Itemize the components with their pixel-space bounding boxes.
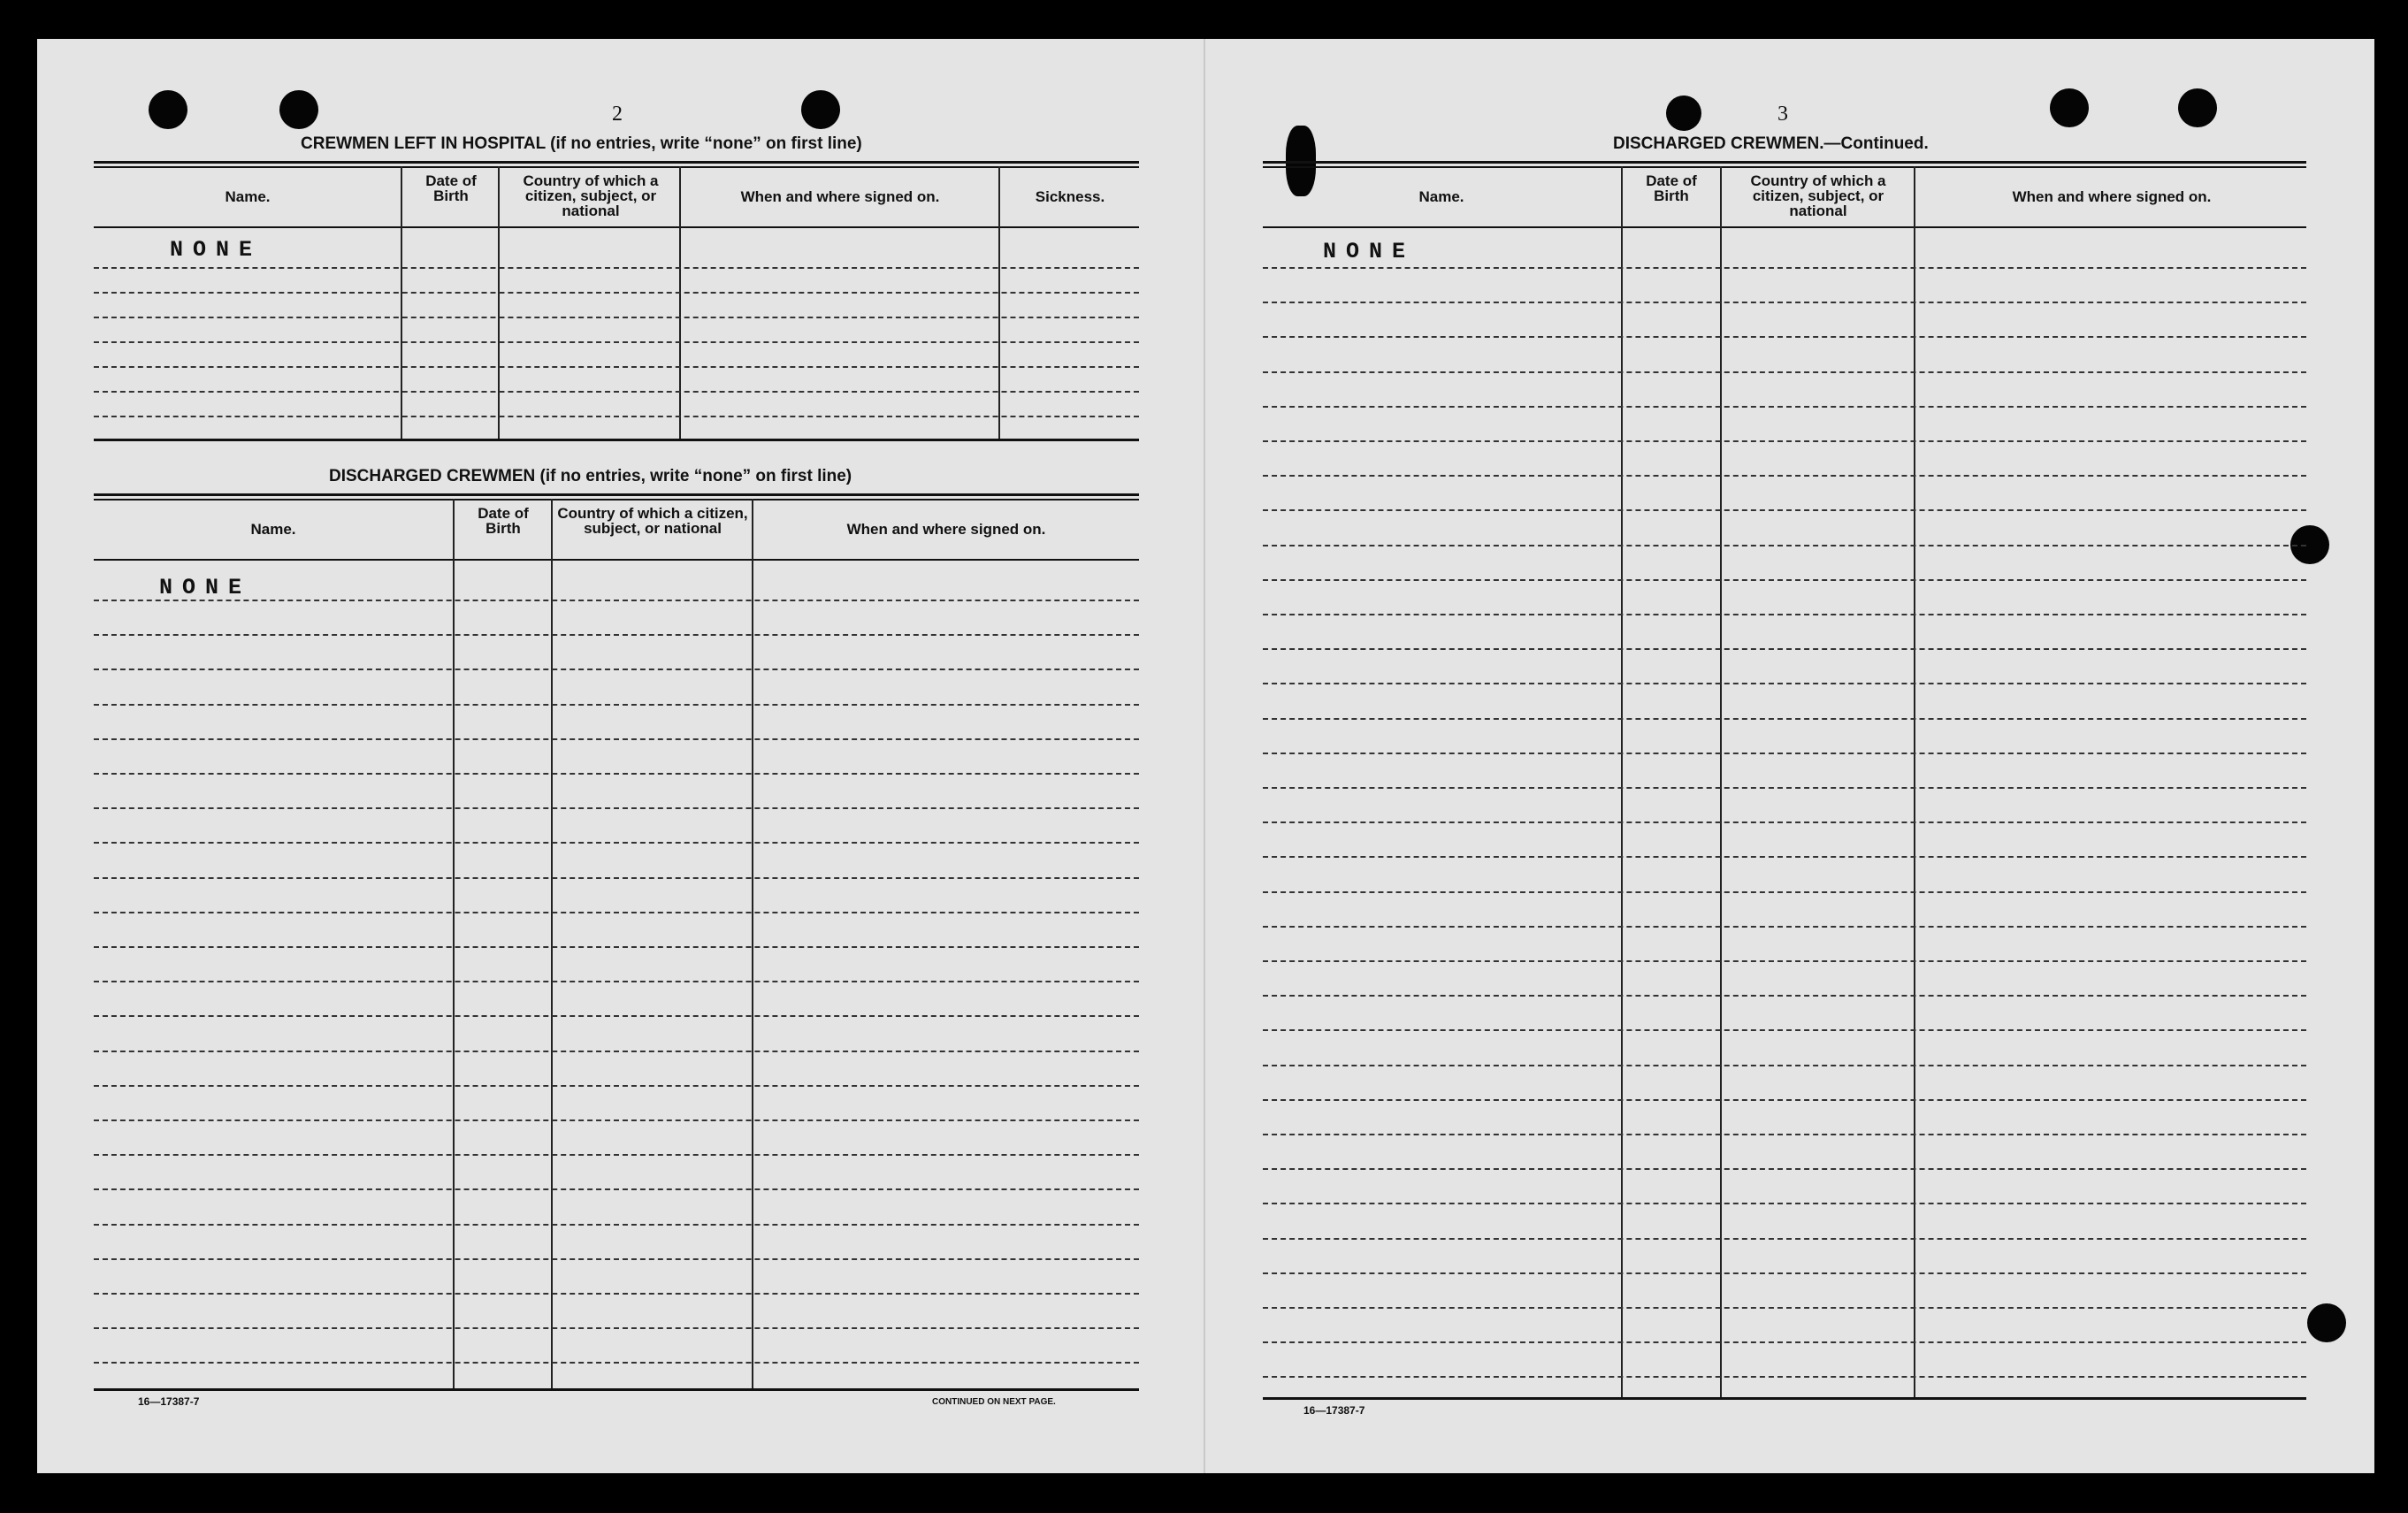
col-divider <box>752 499 753 1388</box>
entry-line <box>1263 1134 2306 1135</box>
rule <box>94 439 1139 441</box>
entry-line <box>94 981 1139 982</box>
entry-line <box>94 738 1139 740</box>
right-page-number: 3 <box>1777 103 1788 126</box>
entry-line <box>1263 1238 2306 1240</box>
entry-line <box>94 704 1139 706</box>
entry-line <box>1263 926 2306 928</box>
entry-line <box>94 600 1139 601</box>
entry-line <box>94 842 1139 844</box>
entry-line <box>94 1224 1139 1226</box>
entry-line <box>1263 1029 2306 1031</box>
col-divider <box>1720 166 1722 1397</box>
hospital-col-sickness: Sickness. <box>1035 188 1105 205</box>
entry-line <box>94 1362 1139 1364</box>
rule <box>94 1388 1139 1391</box>
entry-line <box>94 341 1139 343</box>
discharged-col-name: Name. <box>250 521 296 538</box>
entry-line <box>1263 1341 2306 1343</box>
entry-line <box>94 1188 1139 1190</box>
entry-line <box>94 912 1139 913</box>
entry-line <box>1263 1272 2306 1274</box>
entry-line <box>94 773 1139 775</box>
rule <box>94 161 1139 164</box>
rule <box>94 166 1139 168</box>
col-divider <box>498 166 500 440</box>
right-entry: NONE <box>1323 239 1416 264</box>
col-divider <box>453 499 455 1388</box>
entry-line <box>1263 718 2306 720</box>
entry-line <box>94 366 1139 368</box>
discharged-col-country: Country of which a citizen, subject, or national <box>557 505 748 537</box>
entry-line <box>1263 787 2306 789</box>
entry-line <box>94 1293 1139 1295</box>
discharged-continued-title: DISCHARGED CREWMEN.—Continued. <box>1613 134 1929 153</box>
entry-line <box>94 317 1139 318</box>
entry-line <box>1263 1203 2306 1204</box>
discharged-col-dob: Date of Birth <box>478 505 529 537</box>
rule <box>94 559 1139 561</box>
entry-line <box>1263 406 2306 408</box>
right-form-code: 16—17387-7 <box>1303 1404 1365 1417</box>
col-divider <box>1914 166 1915 1397</box>
entry-line <box>94 1015 1139 1017</box>
rule <box>94 226 1139 228</box>
punch-hole <box>2178 88 2217 127</box>
entry-line <box>94 807 1139 809</box>
hospital-col-country: Country of which a citizen, subject, or national <box>523 172 659 219</box>
hospital-section-title: CREWMEN LEFT IN HOSPITAL (if no entries, write “none” on first line) <box>301 134 862 153</box>
punch-hole <box>1666 96 1701 131</box>
entry-line <box>1263 683 2306 684</box>
entry-line <box>94 267 1139 269</box>
rule <box>1263 161 2306 164</box>
rule <box>1263 226 2306 228</box>
discharged-entry: NONE <box>159 575 252 600</box>
entry-line <box>94 416 1139 417</box>
punch-hole <box>149 90 187 129</box>
entry-line <box>1263 821 2306 823</box>
punch-hole <box>2307 1303 2346 1342</box>
hospital-col-dob: Date of Birth <box>425 172 477 204</box>
entry-line <box>1263 995 2306 997</box>
entry-line <box>1263 475 2306 477</box>
entry-line <box>1263 891 2306 893</box>
rule <box>94 493 1139 496</box>
entry-line <box>1263 1376 2306 1378</box>
right-col-signed: When and where signed on. <box>2012 188 2212 205</box>
entry-line <box>94 1085 1139 1087</box>
entry-line <box>94 669 1139 670</box>
entry-line <box>1263 371 2306 373</box>
entry-line <box>1263 302 2306 303</box>
entry-line <box>1263 267 2306 269</box>
right-col-country: Country of which a citizen, subject, or national <box>1750 172 1886 219</box>
right-col-dob: Date of Birth <box>1646 172 1697 204</box>
col-divider <box>401 166 402 440</box>
hospital-col-signed: When and where signed on. <box>740 188 940 205</box>
right-col-name: Name. <box>1418 188 1464 205</box>
entry-line <box>94 1258 1139 1260</box>
left-form-code: 16—17387-7 <box>138 1395 200 1408</box>
discharged-section-title: DISCHARGED CREWMEN (if no entries, write “none” on first line) <box>329 467 852 485</box>
col-divider <box>998 166 1000 440</box>
entry-line <box>1263 753 2306 754</box>
entry-line <box>1263 648 2306 650</box>
entry-line <box>1263 336 2306 338</box>
entry-line <box>94 1119 1139 1121</box>
punch-hole <box>2050 88 2089 127</box>
entry-line <box>1263 856 2306 858</box>
col-divider <box>1621 166 1623 1397</box>
entry-line <box>94 1327 1139 1329</box>
punch-hole <box>279 90 318 129</box>
hospital-col-name: Name. <box>225 188 271 205</box>
entry-line <box>94 1154 1139 1156</box>
entry-line <box>94 1051 1139 1052</box>
entry-line <box>1263 440 2306 442</box>
col-divider <box>679 166 681 440</box>
page-fold <box>1204 39 1205 1473</box>
entry-line <box>1263 960 2306 962</box>
entry-line <box>94 946 1139 948</box>
punch-hole <box>801 90 840 129</box>
entry-line <box>1263 1099 2306 1101</box>
entry-line <box>1263 614 2306 615</box>
col-divider <box>551 499 553 1388</box>
hospital-entry: NONE <box>170 237 263 263</box>
entry-line <box>1263 1065 2306 1066</box>
entry-line <box>1263 1168 2306 1170</box>
entry-line <box>94 391 1139 393</box>
rule <box>1263 166 2306 168</box>
entry-line <box>94 634 1139 636</box>
entry-line <box>1263 579 2306 581</box>
left-page-number: 2 <box>612 103 623 126</box>
entry-line <box>1263 545 2306 546</box>
continued-note: CONTINUED ON NEXT PAGE. <box>932 1397 1056 1407</box>
entry-line <box>1263 509 2306 511</box>
entry-line <box>94 877 1139 879</box>
rule <box>94 499 1139 501</box>
rule <box>1263 1397 2306 1400</box>
entry-line <box>94 292 1139 294</box>
entry-line <box>1263 1307 2306 1309</box>
discharged-col-signed: When and where signed on. <box>846 521 1046 538</box>
